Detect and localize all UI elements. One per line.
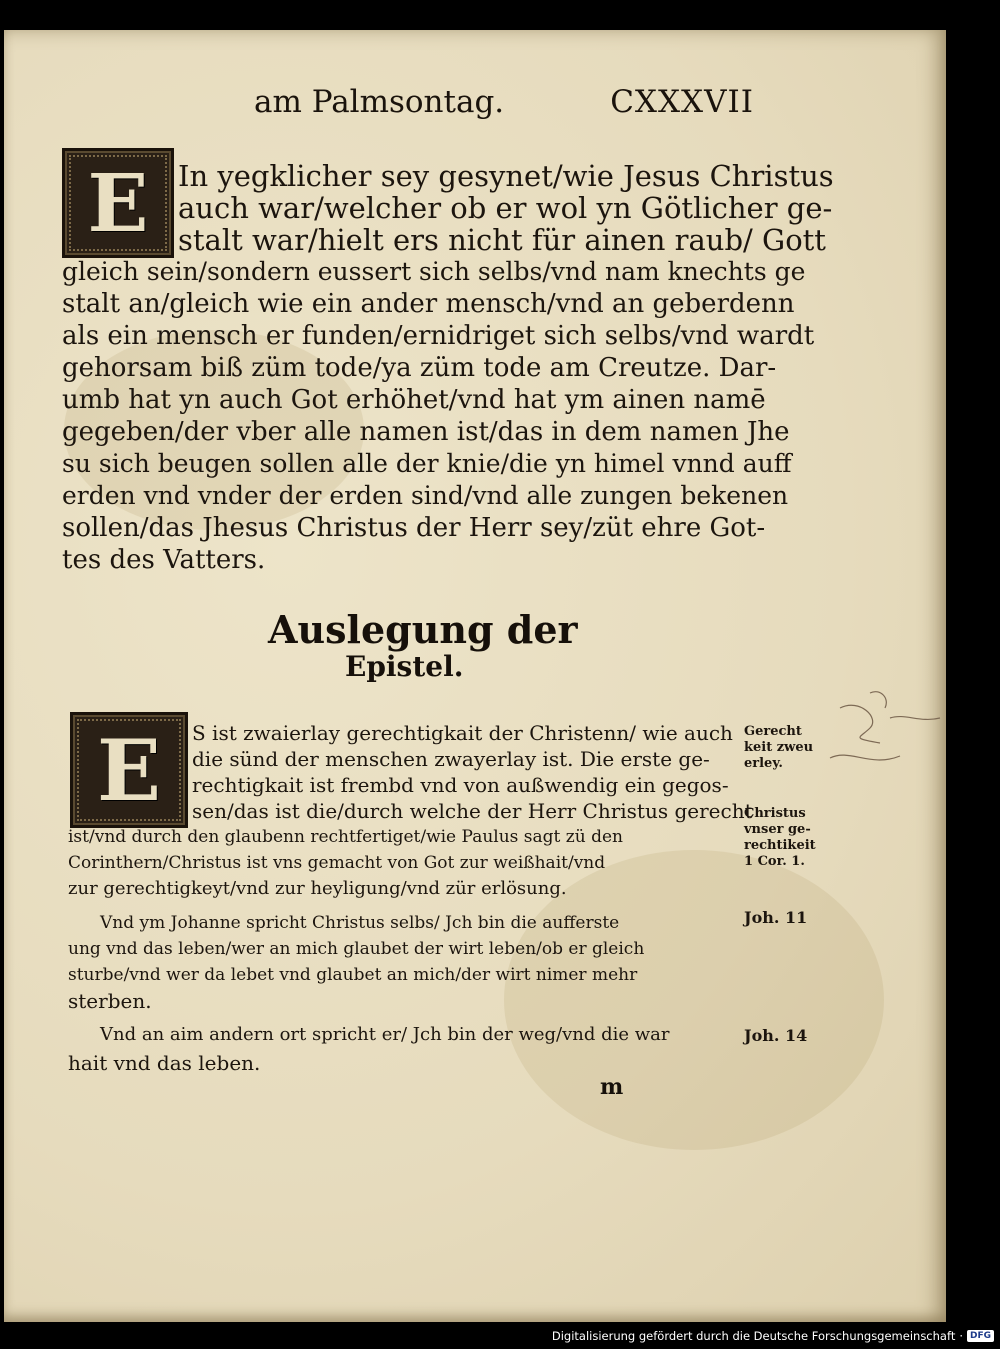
text-line: umb hat yn auch Got erhöhet/vnd hat ym ainen namē	[62, 385, 766, 415]
text-line: rechtigkait ist frembd vnd von außwendig ein gegos-	[192, 773, 729, 797]
margin-note: Christus	[744, 806, 806, 821]
folio-number: CXXXVII	[610, 84, 754, 120]
text-line: die sünd der menschen zwayerlay ist. Die erste ge-	[192, 747, 710, 771]
text-line: zur gerechtigkeyt/vnd zur heyligung/vnd zür erlösung.	[68, 878, 567, 899]
margin-note: 1 Cor. 1.	[744, 854, 805, 869]
initial-ornament	[77, 719, 181, 821]
text-line: sturbe/vnd wer da lebet vnd glaubet an mich/der wirt nimer mehr	[68, 965, 638, 985]
text-line: su sich beugen sollen alle der knie/die yn himel vnnd auff	[62, 449, 792, 478]
text-line: Corinthern/Christus ist vns gemacht von Got zur weißhait/vnd	[68, 853, 606, 873]
text-line: hait vnd das leben.	[68, 1051, 261, 1075]
text-line: S ist zwaierlay gerechtigkait der Christenn/ wie auch	[192, 721, 733, 745]
margin-note: erley.	[744, 756, 783, 771]
running-head-title: am Palmsontag.	[254, 84, 505, 120]
footer-credit	[552, 1327, 994, 1345]
text-line: als ein mensch er funden/ernidriget sich selbs/vnd wardt	[62, 321, 815, 351]
handwritten-scribble	[810, 688, 950, 788]
margin-note: rechtikeit	[744, 838, 816, 853]
text-line: sterben.	[68, 989, 152, 1013]
decorated-initial	[70, 712, 188, 828]
text-line: ist/vnd durch den glaubenn rechtfertiget/wie Paulus sagt zü den	[68, 827, 623, 847]
dfg-logo: DFG	[967, 1330, 994, 1342]
decorated-initial	[62, 148, 174, 258]
text-line: gehorsam biß züm tode/ya züm tode am Creutze. Dar-	[62, 353, 777, 383]
text-line: stalt an/gleich wie ein ander mensch/vnd an geberdenn	[62, 289, 795, 319]
footer-separator: ·	[959, 1329, 963, 1343]
initial-ornament	[69, 155, 167, 251]
text-line: sollen/das Jhesus Christus der Herr sey/züt ehre Got-	[62, 513, 766, 543]
margin-note: Joh. 14	[744, 1026, 808, 1045]
text-line: sen/das ist die/durch welche der Herr Christus gerecht	[192, 799, 753, 823]
margin-note: vnser ge-	[744, 822, 811, 837]
section-heading: Auslegung der	[268, 607, 578, 652]
text-line: Vnd an aim andern ort spricht er/ Jch bin der weg/vnd die war	[100, 1024, 670, 1045]
section-subheading: Epistel.	[345, 650, 464, 683]
text-line: gegeben/der vber alle namen ist/das in dem namen Jhe	[62, 417, 790, 447]
margin-note: Gerecht	[744, 724, 802, 739]
text-line: auch war/welcher ob er wol yn Götlicher ge-	[178, 191, 833, 225]
text-line: tes des Vatters.	[62, 545, 266, 575]
initial-letter: E	[87, 156, 149, 250]
running-head	[254, 84, 754, 124]
text-line: ung vnd das leben/wer an mich glaubet der wirt leben/ob er gleich	[68, 939, 645, 959]
text-line: stalt war/hielt ers nicht für ainen raub/ Gott	[178, 223, 826, 257]
text-line: In yegklicher sey gesynet/wie Jesus Christus	[178, 159, 834, 193]
text-line: gleich sein/sondern eussert sich selbs/vnd nam knechts ge	[62, 257, 806, 286]
footer-credit-text: Digitalisierung gefördert durch die Deutsche Forschungsgemeinschaft	[551, 1329, 956, 1343]
margin-note: keit zweu	[744, 740, 814, 755]
initial-letter: E	[96, 720, 162, 820]
margin-note: Joh. 11	[744, 908, 808, 927]
text-line: Vnd ym Johanne spricht Christus selbs/ Jch bin die aufferste	[100, 913, 620, 933]
text-line: erden vnd vnder der erden sind/vnd alle zungen bekenen	[62, 481, 789, 510]
signature-mark: m	[600, 1074, 624, 1100]
